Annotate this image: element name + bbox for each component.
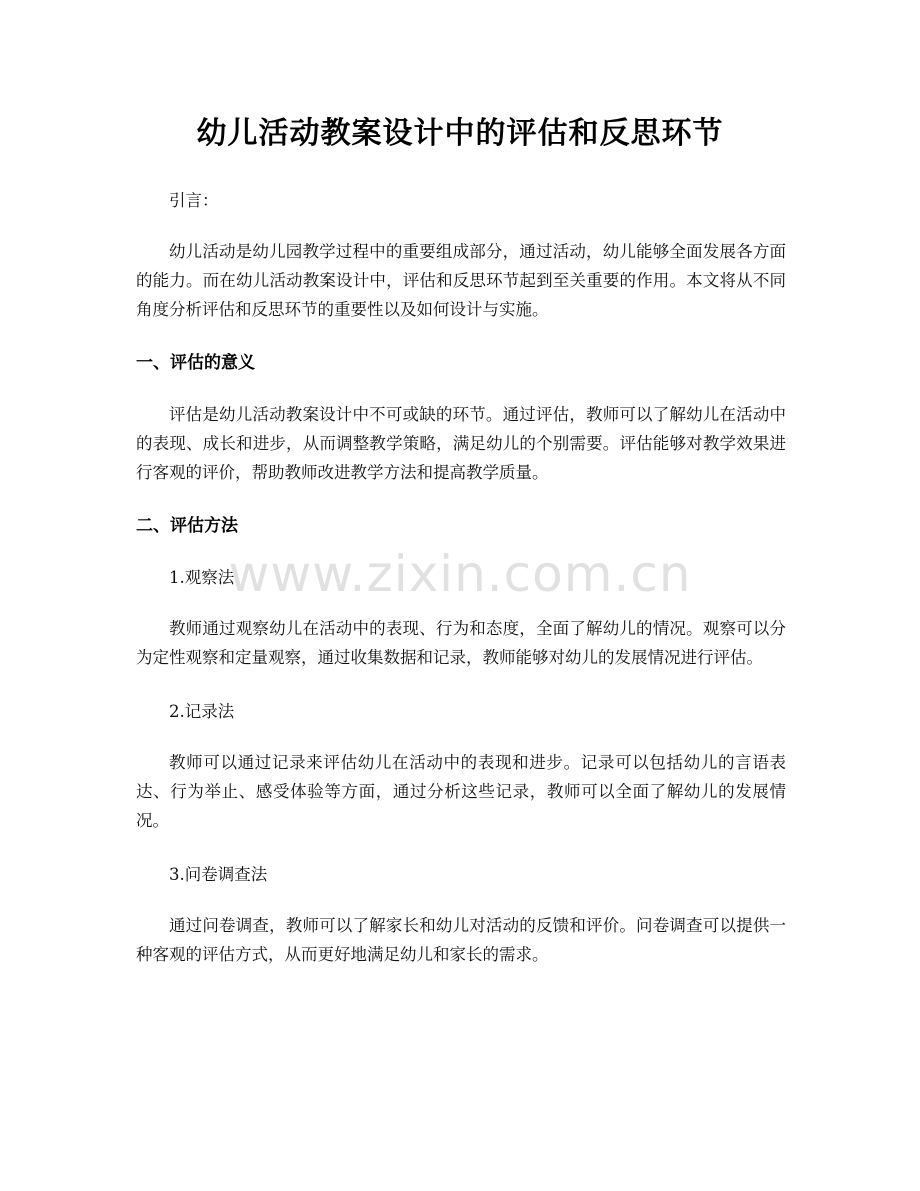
watermark: www.zixin.com.cn [228,545,692,603]
section-heading-significance: 一、评估的意义 [136,353,255,373]
method-title-recording: 2.记录法 [169,702,235,721]
method-paragraph-questionnaire: 通过问卷调查，教师可以了解家长和幼儿对活动的反馈和评价。问卷调查可以提供一种客观的评估方式，从而更好地满足幼儿和家长的需求。 [136,916,786,964]
intro-paragraph: 幼儿活动是幼儿园教学过程中的重要组成部分，通过活动，幼儿能够全面发展各方面的能力。而在幼儿活动教案设计中，评估和反思环节起到至关重要的作用。本文将从不同角度分析评估和反思环节的重要性以及如何设计与实施。 [136,242,786,319]
method-paragraph-recording: 教师可以通过记录来评估幼儿在活动中的表现和进步。记录可以包括幼儿的言语表达、行为举止、感受体验等方面，通过分析这些记录，教师可以全面了解幼儿的发展情况。 [136,753,786,830]
intro-label: 引言： [169,191,219,210]
method-title-observation: 1.观察法 [169,568,235,587]
document-title: 幼儿活动教案设计中的评估和反思环节 [196,116,724,151]
method-paragraph-observation: 教师通过观察幼儿在活动中的表现、行为和态度，全面了解幼儿的情况。观察可以分为定性观察和定量观察，通过收集数据和记录，教师能够对幼儿的发展情况进行评估。 [136,619,786,667]
section-heading-methods: 二、评估方法 [136,516,238,536]
section-paragraph-significance: 评估是幼儿活动教案设计中不可或缺的环节。通过评估，教师可以了解幼儿在活动中的表现、成长和进步，从而调整教学策略，满足幼儿的个别需要。评估能够对教学效果进行客观的评价，帮助教师改进教学方法和提高教学质量。 [136,405,786,482]
document-body [136,186,786,994]
method-title-questionnaire: 3.问卷调查法 [169,865,268,884]
